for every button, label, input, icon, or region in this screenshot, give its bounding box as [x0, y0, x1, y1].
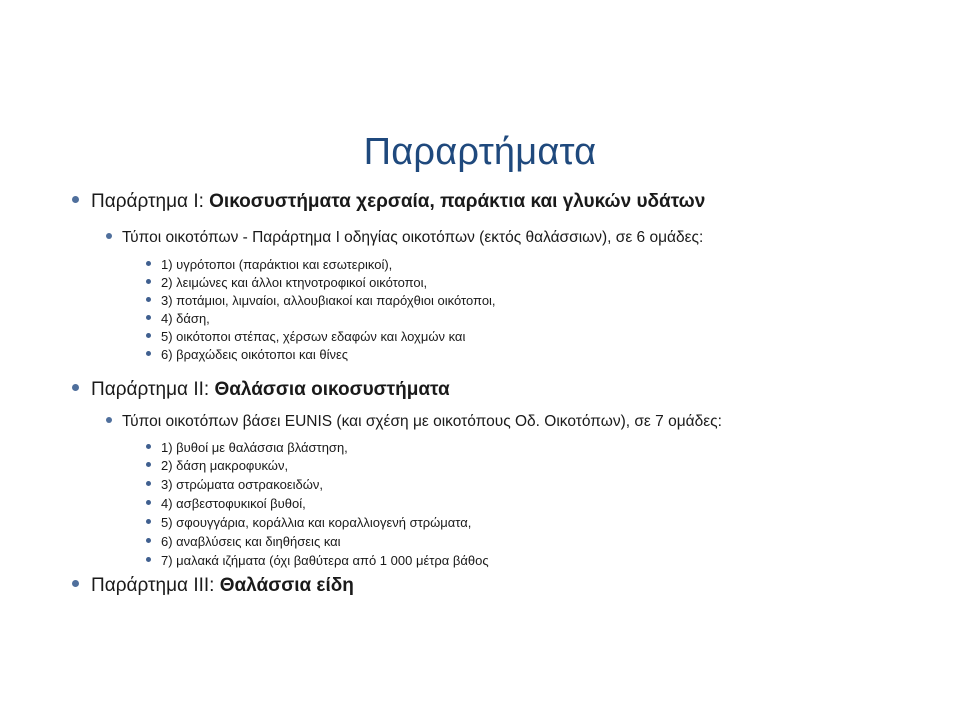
list-item-text: 1) βυθοί με θαλάσσια βλάστηση, [161, 440, 348, 455]
bullet-icon [72, 580, 79, 587]
annex-2-item [72, 378, 450, 402]
list-item-text: 2) λειμώνες και άλλοι κτηνοτροφικοί οικότοποι, [161, 275, 428, 290]
list-item [146, 310, 210, 328]
list-item [146, 552, 489, 570]
bullet-icon [146, 462, 151, 467]
list-item-text: 2) δάση μακροφυκών, [161, 458, 289, 473]
list-item [146, 514, 471, 532]
bullet-icon [146, 279, 151, 284]
bullet-icon [146, 557, 151, 562]
list-item [146, 439, 348, 457]
list-item-text: 6) αναβλύσεις και διηθήσεις και [161, 534, 341, 549]
list-item [146, 292, 496, 310]
list-item [146, 256, 392, 274]
bullet-icon [106, 233, 112, 239]
list-item [146, 476, 323, 494]
slide-title: Παραρτήματα [363, 131, 597, 173]
list-item-text: 1) υγρότοποι (παράκτιοι και εσωτερικοί), [161, 257, 393, 272]
list-item-text: 3) ποτάμιοι, λιμναίοι, αλλουβιακοί και παρόχθιοι οικότοποι, [161, 293, 496, 308]
bullet-icon [146, 297, 151, 302]
bullet-icon [146, 519, 151, 524]
list-item [146, 328, 465, 346]
bullet-icon [146, 333, 151, 338]
bullet-icon [72, 384, 79, 391]
annex-1-heading: Οικοσυστήματα χερσαία, παράκτια και γλυκών υδάτων [209, 191, 706, 212]
annex-3-item [72, 574, 354, 598]
list-item-text: 5) οικότοποι στέπας, χέρσων εδαφών και λοχμών και [161, 329, 466, 344]
bullet-icon [146, 315, 151, 320]
list-item-text: 3) στρώματα οστρακοειδών, [161, 477, 324, 492]
bullet-icon [146, 500, 151, 505]
bullet-icon [146, 261, 151, 266]
list-item [146, 274, 427, 292]
bullet-icon [72, 196, 79, 203]
list-item-text: 4) ασβεστοφυκικοί βυθοί, [161, 496, 306, 511]
annex-3-prefix: Παράρτημα III: [91, 575, 220, 596]
annex-2-subheading-text: Τύποι οικοτόπων βάσει EUNIS (και σχέση με οικοτόπους Οδ. Οικοτόπων), σε 7 ομάδες: [122, 413, 722, 430]
list-item [146, 533, 341, 551]
annex-1-item [72, 190, 705, 214]
annex-2-prefix: Παράρτημα II: [91, 379, 215, 400]
bullet-icon [146, 481, 151, 486]
list-item-text: 5) σφουγγάρια, κοράλλια και κοραλλιογενή στρώματα, [161, 515, 472, 530]
bullet-icon [106, 417, 112, 423]
annex-2-heading: Θαλάσσια οικοσυστήματα [214, 379, 450, 400]
list-item [146, 495, 306, 513]
annex-1-prefix: Παράρτημα I: [91, 191, 210, 212]
list-item-text: 4) δάση, [161, 311, 210, 326]
annex-1-subheading [106, 228, 703, 248]
annex-1-subheading-text: Τύποι οικοτόπων - Παράρτημα I οδηγίας οικοτόπων (εκτός θαλάσσιων), σε 6 ομάδες: [122, 229, 704, 246]
bullet-icon [146, 444, 151, 449]
list-item [146, 346, 348, 364]
bullet-icon [146, 351, 151, 356]
annex-2-subheading [106, 412, 722, 432]
list-item-text: 7) μαλακά ιζήματα (όχι βαθύτερα από 1 000 μέτρα βάθος [161, 553, 489, 568]
list-item-text: 6) βραχώδεις οικότοποι και θίνες [161, 347, 349, 362]
annex-3-heading: Θαλάσσια είδη [219, 575, 354, 596]
bullet-icon [146, 538, 151, 543]
list-item [146, 457, 288, 475]
